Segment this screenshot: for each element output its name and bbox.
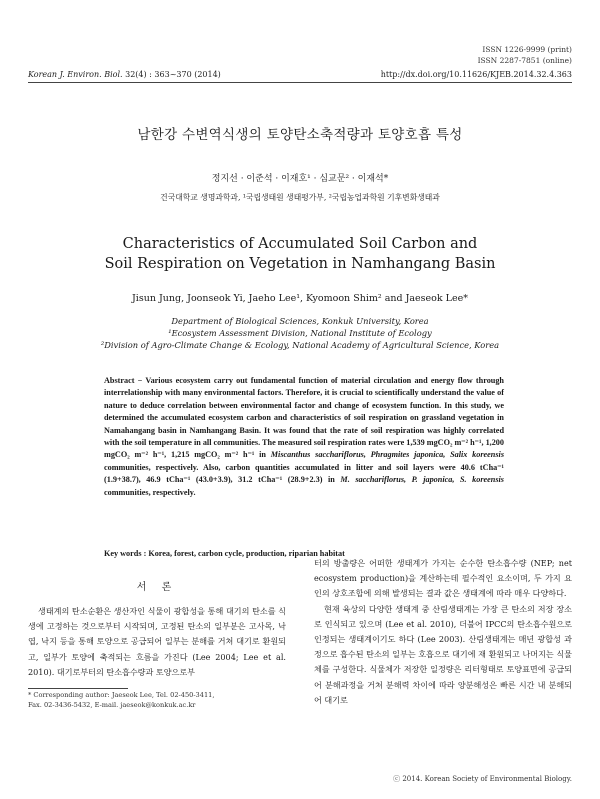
english-title-line2: Soil Respiration on Vegetation in Namhangang Basin — [104, 256, 496, 272]
species-list-1: Miscanthus sacchariflorus, Phragmites japonica, Salix koreensis — [270, 450, 505, 460]
section-title-introduction: 서 론 — [136, 582, 178, 593]
header-rule — [28, 82, 572, 83]
running-header — [28, 70, 572, 79]
keywords: Key words : Korea, forest, carbon cycle, production, riparian habitat — [104, 549, 345, 558]
footnote-rule — [28, 688, 128, 689]
right-column — [314, 556, 572, 708]
species-list-2: M. sacchariflorus, P. japonica, S. koreensis — [340, 475, 504, 485]
affiliation-3: ²Division of Agro-Climate Change & Ecology, National Academy of Agricultural Science, Korea — [100, 340, 500, 350]
intro-paragraph-3: 현재 육상의 다양한 생태계 중 산림생태계는 가장 큰 탄소의 저장 장소로 인식되고 있으며 (Lee et al. 2010), 더불어 IPCC의 탄소흡수원으로 인정되는 생태계이기도 하다 (Lee 2003). 산림생태계는 매년 광합성 과정으로 흡수된 탄소의 일부는 호흡으로 대기에 재 환원되고 나머지는 식물체를 구성한다. 식물체가 저장한 일정량은 리터형태로 토양표면에 공급되어 분해과정을 거쳐 분해력 차이에 따라 양분해성은 빠른 시간 내 분해되어 대기로 — [314, 603, 572, 705]
affiliation-2: ¹Ecosystem Assessment Division, National Institute of Ecology — [168, 328, 432, 338]
volume-pages: 32(4) : 363~370 (2014) — [125, 70, 221, 79]
english-title-line1: Characteristics of Accumulated Soil Carbon and — [122, 236, 478, 252]
issn-block — [478, 44, 572, 66]
intro-paragraph-2: 터의 방출량은 어떠한 생태계가 가지는 순수한 탄소흡수량 (NEP; net ecosystem production)을 계산하는데 필수적인 요소이며, 두 가지 요인의 상호조합에 의해 발생되는 결과 값은 생태계에 따라 매우 다양하다. — [314, 558, 572, 599]
copyright: ⓒ 2014. Korean Society of Environmental Biology. — [393, 775, 572, 783]
corresponding-author-footnote: * Corresponding author: Jaeseok Lee, Tel. 02-450-3411, Fax. 02-3436-5432, E-mail. jaeseok@konkuk.ac.kr — [28, 691, 215, 709]
english-title — [0, 234, 600, 274]
korean-affiliations: 건국대학교 생명과학과, ¹국립생태원 생태평가부, ²국립농업과학원 기후변화생태과 — [160, 193, 440, 202]
issn-online: ISSN 2287-7851 (online) — [477, 56, 572, 65]
affiliation-1: Department of Biological Sciences, Konkuk University, Korea — [171, 316, 429, 326]
journal-name: Korean J. Environ. Biol. — [28, 70, 123, 79]
intro-paragraph-1: 생태계의 탄소순환은 생산자인 식물이 광합성을 통해 대기의 탄소를 식생에 고정하는 것으로부터 시작되며, 고정된 탄소의 일부분은 고사목, 낙엽, 낙지 등을 통해 토양으로 공급되어 일부는 분해를 거쳐 대기로 환원되고, 일부가 토양에 축적되는 흐름을 가진다 (Lee 2004; Lee et al. 2010). 대기로부터의 탄소흡수량과 토양으로부 — [28, 606, 286, 677]
english-authors: Jisun Jung, Joonseok Yi, Jaeho Lee¹, Kyomoon Shim² and Jaeseok Lee* — [132, 293, 468, 304]
doi-link[interactable]: http://dx.doi.org/10.11626/KJEB.2014.32.4.363 — [380, 70, 572, 79]
abstract: Abstract − Various ecosystem carry out fundamental function of material circulation and energy flow through interrelationship with many environmental factors. Therefore, it is crucial to scientifically understand the value of nature to deduce correlation between environmental factor and change of ecosystem function. In this study, we determined the accumulated ecosystem carbon and characteristics of soil respiration on grassland vegetation in Namahangang basin in Namhangang Basin. It was found that the rate of soil respiration was highly correlated with the soil temperature in all communities. The measured soil respiration rates were 1,539 mgCO₂ m⁻² h⁻¹, 1,200 mgCO₂ m⁻² h⁻¹, 1,215 mgCO₂ m⁻² h⁻¹ in Miscanthus sacchariflorus, Phragmites japonica, Salix koreensis communities, respectively. Also, carbon quantities accumulated in litter and soil layers were 40.6 tCha⁻¹ (1.9+38.7), 46.9 tCha⁻¹ (43.0+3.9), 31.2 tCha⁻¹ (28.9+2.3) in M. sacchariflorus, P. japonica, S. koreensis communities, respectively. — [104, 376, 505, 497]
korean-authors: 정지선 · 이준석 · 이재호¹ · 심교문² · 이재석* — [211, 174, 389, 184]
issn-print: ISSN 1226-9999 (print) — [482, 45, 572, 54]
left-column — [28, 604, 286, 680]
korean-title: 남한강 수변역식생의 토양탄소축적량과 토양호흡 특성 — [137, 127, 463, 143]
